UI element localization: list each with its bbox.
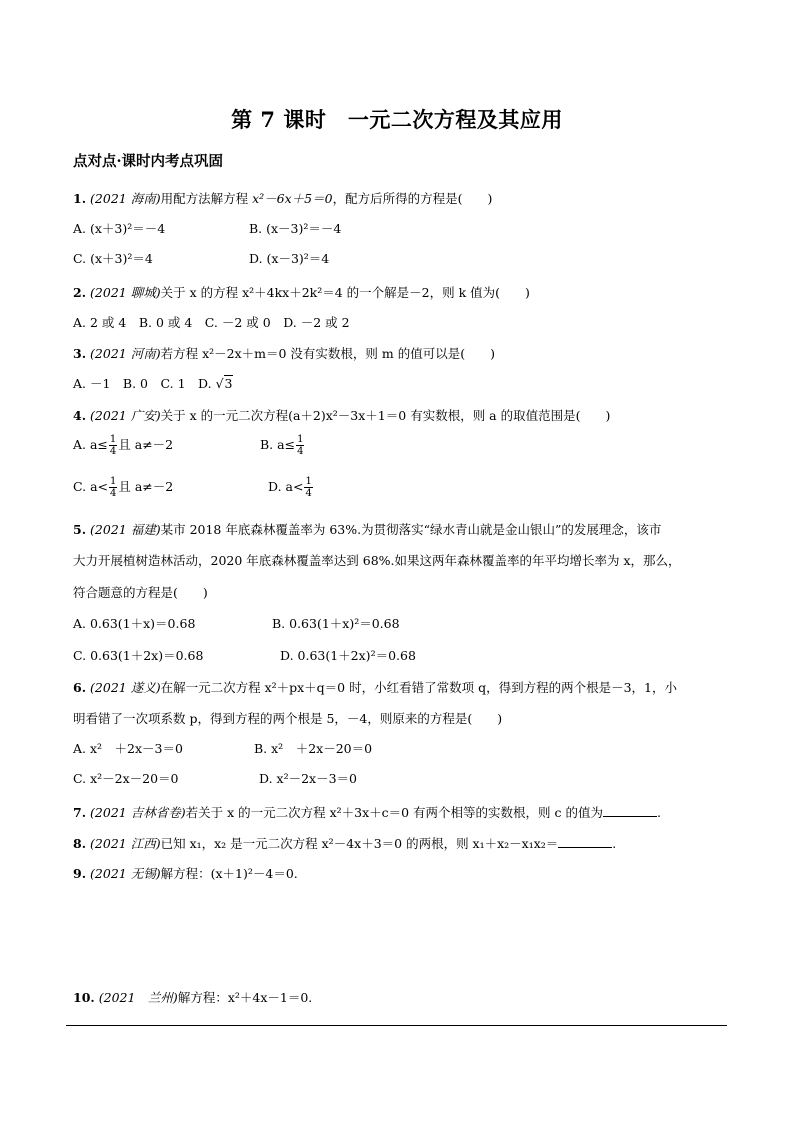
question-source: (2021 福建) [90,522,161,537]
question-text: 解方程：x²＋4x－1＝0. [177,990,313,1005]
choices-text: A. －1 B. 0 C. 1 D. [73,376,216,391]
question-text-line: 符合题意的方程是( ) [73,585,208,600]
lesson-title: 第 7 课时 一元二次方程及其应用 [231,107,563,132]
period: . [657,805,661,820]
question-equation: x²－6x＋5＝0 [252,191,333,206]
question-text: 若方程 x²－2x＋m＝0 没有实数根，则 m 的值可以是( ) [160,346,495,361]
question-10 [73,988,312,1006]
choice-text: B. a≤ [260,437,296,452]
question-source: (2021 无锡) [90,866,161,881]
choice-c: C. (x＋3)²＝4 [73,251,153,266]
question-text-end: ，配方后所得的方程是( ) [332,191,493,206]
denominator: 4 [297,446,304,457]
radicand: 3 [224,376,233,391]
question-number: 4. [73,408,87,423]
choice-a: A. x² ＋2x－3＝0 [73,741,183,756]
question-6 [73,678,677,696]
question-text: 在解一元二次方程 x²＋px＋q＝0 时，小红看错了常数项 q，得到方程的两个根是－3，1，小 [160,680,677,695]
choice-text: D. a< [268,479,304,494]
question-source: (2021 河南) [90,346,161,361]
question-source: (2021 海南) [90,191,161,206]
choice-d: D. x²－2x－3＝0 [259,771,357,786]
question-number: 10. [73,990,95,1005]
fraction [304,476,312,499]
denominator: 4 [305,488,312,499]
question-text: 某市 2018 年底森林覆盖率为 63%.为贯彻落实“绿水青山就是金山银山”的发展理念，该市 [160,522,662,537]
question-text: 关于 x 的一元二次方程(a＋2)x²－3x＋1＝0 有实数根，则 a 的取值范围是( ) [160,408,611,423]
choice-b: B. x² ＋2x－20＝0 [254,741,373,756]
choice-b [260,434,305,457]
page-divider [66,1025,727,1026]
numerator: 1 [305,476,312,487]
choice-c: C. 0.63(1＋2x)＝0.68 [73,648,204,663]
choice-d [268,476,314,499]
question-3 [73,344,495,362]
numerator: 1 [110,476,117,487]
choices-line [73,374,233,392]
choice-b: B. 0.63(1＋x)²＝0.68 [272,616,400,631]
question-number: 6. [73,680,87,695]
question-number: 9. [73,866,87,881]
answer-blank[interactable] [558,835,612,848]
fraction [109,434,117,457]
question-7 [73,803,661,821]
numerator: 1 [109,434,117,445]
question-number: 3. [73,346,87,361]
question-text-line: 明看错了一次项系数 p，得到方程的两个根是 5，－4，则原来的方程是( ) [73,711,503,726]
question-text-line: 大力开展植树造林活动，2020 年底森林覆盖率达到 68%.如果这两年森林覆盖率的年平均增长率为 x，那么， [73,553,681,568]
choice-text-end: 且 a≠－2 [118,437,174,452]
question-2 [73,283,530,301]
choice-b: B. (x－3)²＝－4 [249,221,342,236]
question-number: 7. [73,805,87,820]
fraction [109,476,117,499]
question-5 [73,520,661,538]
question-number: 2. [73,285,87,300]
choice-a [73,434,173,457]
choice-text: C. a< [73,479,108,494]
question-9 [73,864,298,882]
question-1 [73,189,492,207]
question-text: 关于 x 的方程 x²＋4kx＋2k²＝4 的一个解是－2，则 k 值为( ) [160,285,530,300]
question-source: (2021 吉林省卷) [90,805,186,820]
numerator: 1 [297,434,304,445]
question-source: (2021 广安) [90,408,161,423]
question-source: (2021 聊城) [90,285,161,300]
question-text: 用配方法解方程 [160,191,253,206]
choice-a: A. 0.63(1＋x)＝0.68 [73,616,196,631]
question-source: (2021 江西) [90,836,161,851]
question-number: 1. [73,191,87,206]
denominator: 4 [110,488,117,499]
answer-blank[interactable] [603,804,657,817]
choice-text-end: 且 a≠－2 [118,479,174,494]
fraction [296,434,304,457]
section-heading: 点对点·课时内考点巩固 [73,153,224,170]
choice-c [73,476,173,499]
choice-d: D. (x－3)²＝4 [249,251,330,266]
question-text: 解方程：(x＋1)²－4＝0. [160,866,298,881]
question-text: 已知 x₁，x₂ 是一元二次方程 x²－4x＋3＝0 的两根，则 x₁＋x₂－x₁x₂＝ [160,836,559,851]
question-number: 5. [73,522,87,537]
question-8 [73,834,616,852]
choice-text: A. a≤ [73,437,108,452]
question-text: 若关于 x 的一元二次方程 x²＋3x＋c＝0 有两个相等的实数根，则 c 的值为 [185,805,604,820]
choice-c: C. x²－2x－20＝0 [73,771,179,786]
question-number: 8. [73,836,87,851]
period: . [612,836,617,851]
choice-d: D. 0.63(1＋2x)²＝0.68 [280,648,416,663]
denominator: 4 [109,446,117,457]
choices-line: A. 2 或 4 B. 0 或 4 C. －2 或 0 D. －2 或 2 [73,315,350,330]
question-4 [73,406,610,424]
question-source: (2021 遂义) [90,680,161,695]
sqrt-symbol: √3 [215,376,233,391]
question-source: (2021 兰州) [98,990,178,1005]
choice-a: A. (x＋3)²＝－4 [73,221,166,236]
